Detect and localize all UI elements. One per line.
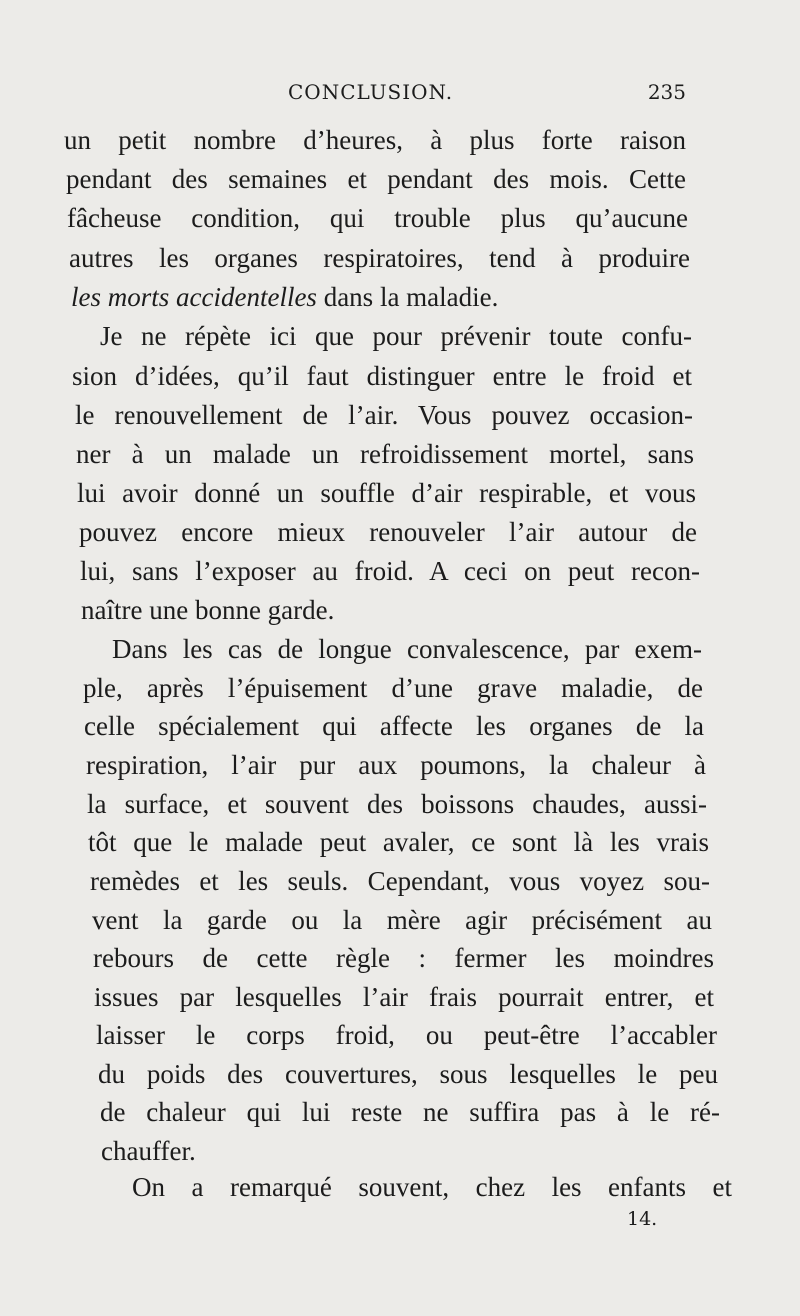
text-line [0, 900, 800, 940]
line-text: fâcheuse condition, qui trouble plus qu’aucune [67, 203, 688, 233]
line-text: ple, après l’épuisement d’une grave maladie, de [83, 673, 703, 703]
line-text: On a remarqué souvent, chez les enfants et [132, 1172, 732, 1202]
text-line [0, 512, 800, 552]
line-text: un petit nombre d’heures, à plus forte raison [64, 125, 686, 155]
text-line [0, 745, 800, 785]
line-text: du poids des couvertures, sous lesquelles le peu [98, 1059, 718, 1089]
text-line [0, 159, 800, 199]
text-line [0, 551, 800, 591]
text-line [0, 1054, 800, 1094]
text-line [0, 356, 800, 396]
text-line [0, 706, 800, 746]
text-line [0, 822, 800, 862]
page-header [288, 80, 686, 110]
line-text: tôt que le malade peut avaler, ce sont là les vrais [88, 827, 709, 857]
line-text: chauffer. [101, 1136, 196, 1166]
text-line [0, 861, 800, 901]
line-text: lui avoir donné un souffle d’air respirable, et vous [77, 478, 696, 508]
line-text: de chaleur qui lui reste ne suffira pas à le ré- [100, 1097, 720, 1127]
line-text: vent la garde ou la mère agir précisément au [92, 905, 712, 935]
line-text: dans la maladie. [316, 282, 499, 312]
text-line [0, 629, 800, 669]
line-text: sion d’idées, qu’il faut distinguer entre le froid et [72, 361, 692, 391]
line-text: remèdes et les seuls. Cependant, vous voyez sou- [90, 866, 710, 896]
line-text: naître une bonne garde. [81, 595, 335, 625]
text-line [0, 1015, 800, 1055]
line-text: ner à un malade un refroidissement mortel, sans [76, 439, 694, 469]
text-line [0, 316, 800, 356]
line-text: pouvez encore mieux renouveler l’air autour de [79, 517, 697, 547]
text-line [0, 977, 800, 1017]
page-number: 235 [647, 80, 686, 104]
line-text: rebours de cette règle : fermer les moindres [93, 943, 714, 973]
line-text: Je ne répète ici que pour prévenir toute confu- [100, 321, 692, 351]
running-title: CONCLUSION. [288, 80, 454, 104]
line-text: respiration, l’air pur aux poumons, la chaleur à [86, 750, 706, 780]
signature-mark: 14. [627, 1208, 658, 1230]
line-text: le renouvellement de l’air. Vous pouvez occasion- [75, 400, 693, 430]
text-line [0, 590, 800, 630]
text-line [0, 1092, 800, 1132]
text-line [0, 238, 800, 278]
line-text: laisser le corps froid, ou peut-être l’accabler [96, 1020, 717, 1050]
line-text: celle spécialement qui affecte les organes de la [84, 711, 704, 741]
text-line [0, 784, 800, 824]
text-line [0, 395, 800, 435]
line-text: lui, sans l’exposer au froid. A ceci on peut recon- [80, 556, 700, 586]
text-line [0, 120, 800, 160]
text-line [0, 434, 800, 474]
line-text: issues par lesquelles l’air frais pourrait entrer, et [94, 982, 714, 1012]
line-text: pendant des semaines et pendant des mois. Cette [66, 164, 686, 194]
italic-phrase: les morts accidentelles [71, 282, 317, 312]
text-line [0, 668, 800, 708]
text-line [0, 1167, 800, 1207]
text-line [0, 938, 800, 978]
text-line [0, 277, 800, 317]
text-line [0, 1131, 800, 1171]
text-line [0, 198, 800, 238]
line-text: autres les organes respiratoires, tend à produire [69, 243, 690, 273]
text-line [0, 473, 800, 513]
line-text: la surface, et souvent des boissons chaudes, aussi- [87, 789, 707, 819]
line-text: Dans les cas de longue convalescence, par exem- [112, 634, 702, 664]
